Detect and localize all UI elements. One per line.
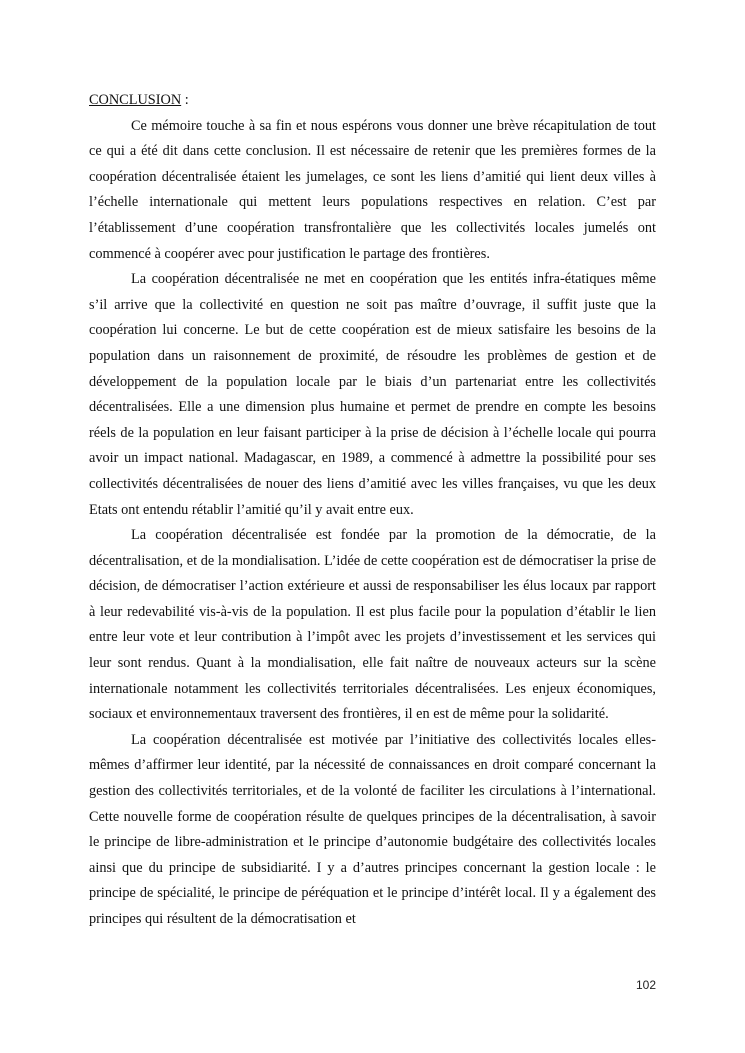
section-title: CONCLUSION [89, 92, 182, 108]
paragraph-3: La coopération décentralisée est fondée par la promotion de la démocratie, de la décentralisation, et de la mondialisation. L’idée de cette coopération est de démocratiser la prise de décision, de démocratiser l’action extérieure et aussi de responsabiliser les élus locaux par rapport à leur redevabilité vis-à-vis de la population. Il est plus facile pour la population d’établir le lien entre leur vote et leur contribution à l’impôt avec les projets d’investissement et les services qui leur sont rendus. Quant à la mondialisation, elle fait naître de nouveaux acteurs sur la scène internationale notamment les collectivités territoriales décentralisées. Les enjeux économiques, sociaux et environnementaux traversent des frontières, il en est de même pour la solidarité. [89, 527, 656, 723]
page-number: 102 [635, 978, 656, 992]
paragraph-4: La coopération décentralisée est motivée par l’initiative des collectivités locales elles-mêmes d’affirmer leur identité, par la nécessité de connaissances en droit comparé concernant la gestion des collectivités territoriales, et de la volonté de faciliter les circulations à l’international. Cette nouvelle forme de coopération résulte de quelques principes de la décentralisation, à savoir le principe de libre-administration et le principe d’autonomie budgétaire des collectivités locales ainsi que du principe de subsidiarité. I y a d’autres principes concernant la gestion locale : le principe de spécialité, le principe de péréquation et le principe d’intérêt local. Il y a également des principes qui résultent de la démocratisation et [89, 731, 656, 927]
document-page [89, 88, 656, 933]
paragraph-1: Ce mémoire touche à sa fin et nous espérons vous donner une brève récapitulation de tout ce qui a été dit dans cette conclusion. Il est nécessaire de retenir que les premières formes de la coopération décentralisée étaient les jumelages, ce sont les liens d’amitié qui lient deux villes à l’échelle internationale qui mettent leurs populations respectives en relation. C’est par l’établissement d’une coopération transfrontalière que les collectivités locales jumelés ont commencé à coopérer avec pour justification le partage des frontières. [89, 117, 656, 262]
section-title-suffix: : [181, 92, 189, 108]
paragraph-2: La coopération décentralisée ne met en coopération que les entités infra-étatiques même s’il arrive que la collectivité en question ne soit pas maître d’ouvrage, il suffit juste que la coopération lui concerne. Le but de cette coopération est de mieux satisfaire les besoins de la population dans un raisonnement de proximité, de résoudre les problèmes de gestion et de développement de la population locale par le biais d’un partenariat entre les collectivités décentralisées. Elle a une dimension plus humaine et permet de prendre en compte les besoins réels de la population en leur faisant participer à la prise de décision à l’échelle locale qui pourra avoir un impact national. Madagascar, en 1989, a commencé à admettre la possibilité pour ses collectivités décentralisées de nouer des liens d’amitié avec les villes françaises, vu que les deux Etats ont entendu rétablir l’amitié qu’il y avait entre eux. [89, 271, 656, 518]
section-heading [89, 88, 656, 114]
